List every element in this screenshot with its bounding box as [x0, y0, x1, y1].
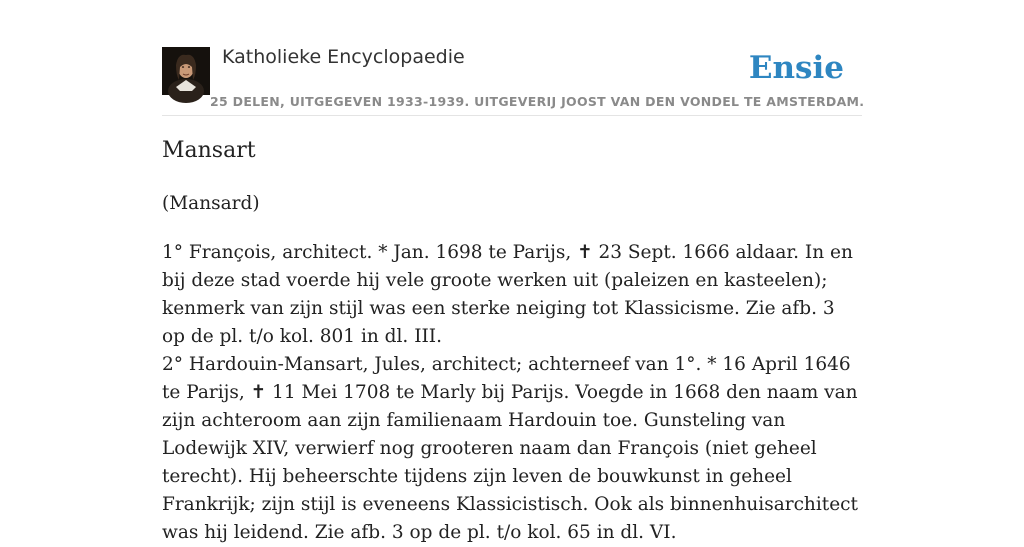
article-alias: (Mansard) [162, 193, 260, 214]
article-paragraph: 1° François, architect. * Jan. 1698 te Parijs, ✝ 23 Sept. 1666 aldaar. In en bij deze stad voerde hij vele groote werken uit (paleizen en kasteelen); kenmerk van zijn stijl was een sterke neiging tot Klassicisme. Zie afb. 3 op de pl. t/o kol. 801 in dl. III. [162, 242, 853, 347]
source-title[interactable]: Katholieke Encyclopaedie [222, 46, 465, 68]
source-header [162, 44, 865, 116]
portrait-avatar-icon[interactable] [162, 47, 210, 95]
article-paragraph: 2° Hardouin-Mansart, Jules, architect; achterneef van 1°. * 16 April 1646 te Parijs, ✝ 11 Mei 1708 te Marly bij Parijs. Voegde in 1668 den naam van zijn achteroom aan zijn familienaam Hardouin toe. Gunsteling van Lodewijk XIV, verwierf nog grooteren naam dan François (niet geheel terecht). Hij beheerschte tijdens zijn leven de bouwkunst in geheel Frankrijk; zijn stijl is eveneens Klassicistisch. Ook als binnenhuisarchitect was hij leidend. Zie afb. 3 op de pl. t/o kol. 65 in dl. VI. [162, 354, 858, 543]
ensie-logo-link[interactable]: Ensie [748, 50, 844, 86]
article-title: Mansart [162, 138, 256, 163]
source-subtitle: 25 DELEN, UITGEGEVEN 1933-1939. UITGEVERIJ JOOST VAN DEN VONDEL TE AMSTERDAM. [210, 94, 865, 109]
article-body [162, 239, 862, 547]
